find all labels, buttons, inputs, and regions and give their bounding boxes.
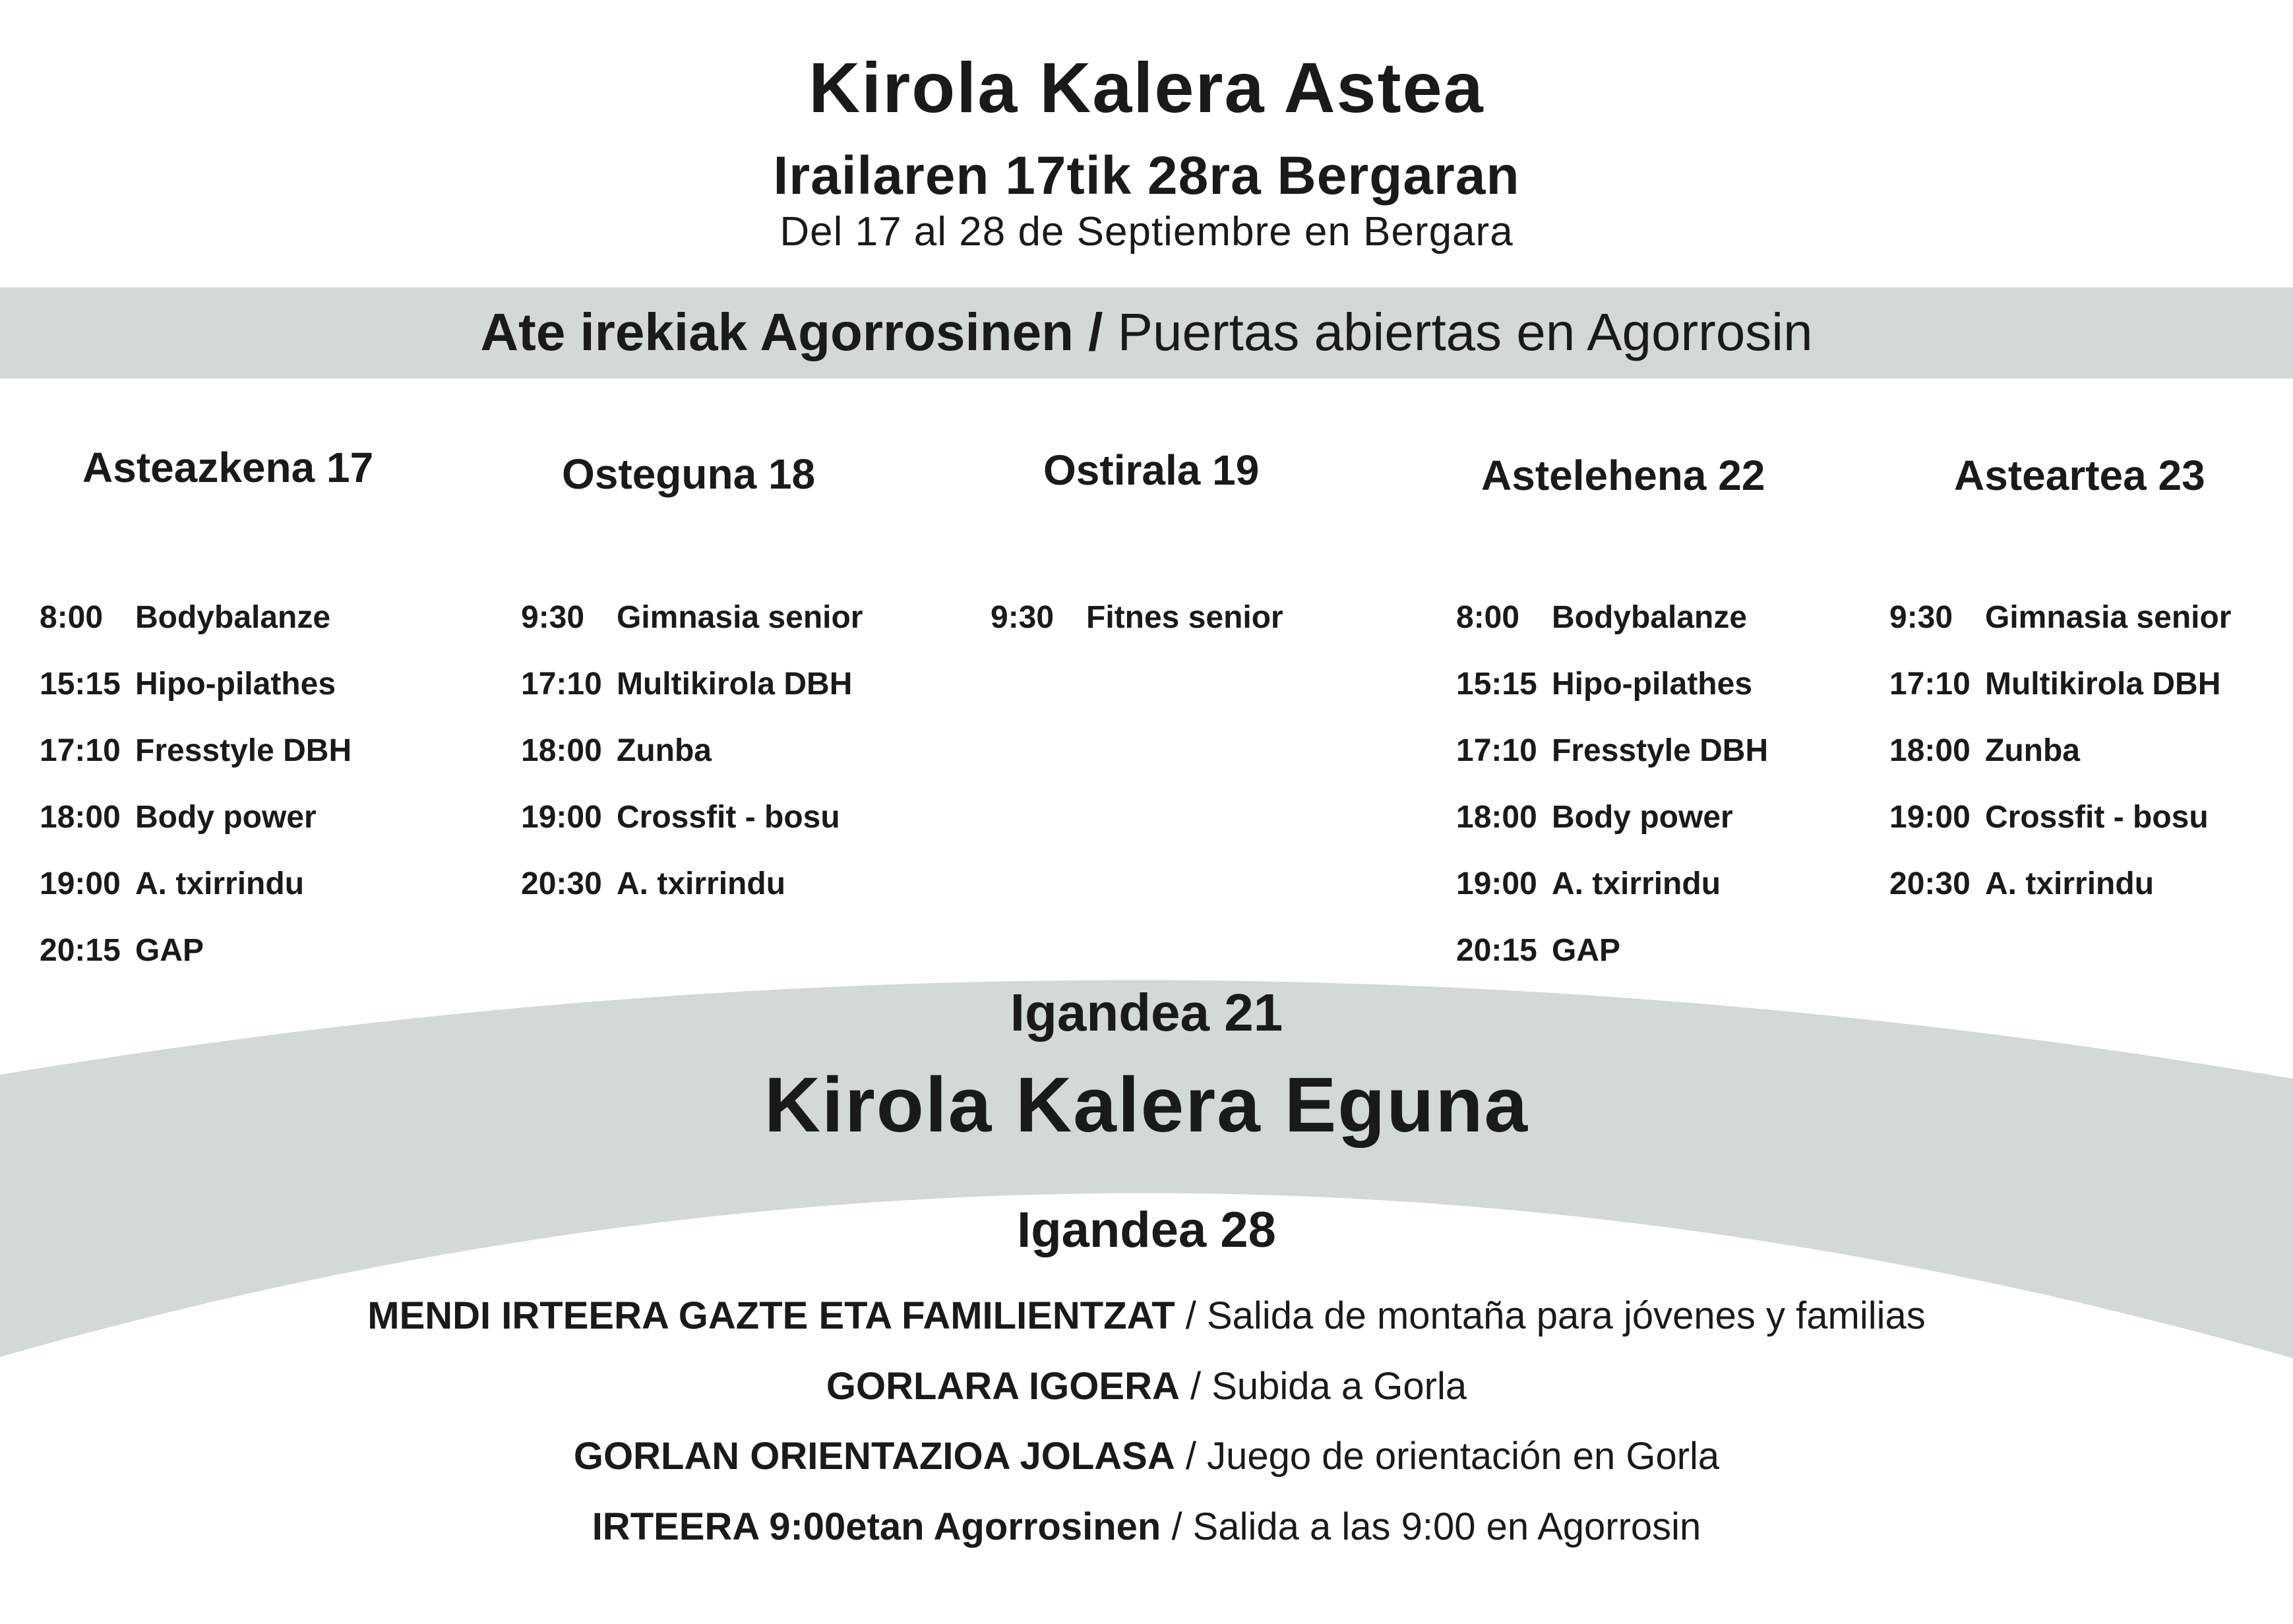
slot-activity: Hipo-pilathes xyxy=(135,667,336,702)
subtitle-spanish: Del 17 al 28 de Septiembre en Bergara xyxy=(780,209,1513,255)
slot-time: 17:10 xyxy=(1889,667,1971,702)
slot-activity: Fitnes senior xyxy=(1086,600,1283,635)
day-heading-wednesday: Asteazkena 17 xyxy=(82,444,374,491)
slot-time: 17:10 xyxy=(1456,733,1537,768)
slot-time: 15:15 xyxy=(1456,667,1537,702)
slot-time: 20:30 xyxy=(521,866,602,901)
sunday-28-label: Igandea 28 xyxy=(1017,1202,1276,1258)
slot-activity: A. txirrindu xyxy=(1985,866,2155,901)
activity-basque: GORLARA IGOERA xyxy=(826,1365,1180,1408)
slot-activity: GAP xyxy=(135,933,204,968)
activity-spanish: / Salida a las 9:00 en Agorrosin xyxy=(1171,1505,1701,1548)
slot-activity: Crossfit - bosu xyxy=(617,800,840,835)
activity-line xyxy=(0,1294,2293,1338)
slot-time: 18:00 xyxy=(1456,800,1537,835)
sunday-21-label: Igandea 21 xyxy=(1010,983,1283,1042)
slot-activity: Body power xyxy=(1552,800,1733,835)
slot-time: 17:10 xyxy=(40,733,121,768)
slot-activity: Fresstyle DBH xyxy=(1552,733,1769,768)
activity-spanish: / Subida a Gorla xyxy=(1190,1365,1467,1408)
slot-time: 18:00 xyxy=(40,800,121,835)
activity-line xyxy=(0,1505,2293,1549)
activity-spanish: / Salida de montaña para jóvenes y familias xyxy=(1185,1294,1926,1337)
activity-basque: MENDI IRTEERA GAZTE ETA FAMILIENTZAT xyxy=(367,1294,1175,1337)
slot-time: 20:30 xyxy=(1889,866,1971,901)
slot-time: 9:30 xyxy=(1889,600,1953,635)
activity-line xyxy=(0,1434,2293,1478)
slot-time: 18:00 xyxy=(1889,733,1971,768)
slot-time: 19:00 xyxy=(521,800,602,835)
slot-time: 19:00 xyxy=(1889,800,1971,835)
slot-activity: Fresstyle DBH xyxy=(135,733,352,768)
slot-time: 9:30 xyxy=(991,600,1055,635)
slot-activity: A. txirrindu xyxy=(135,866,305,901)
slot-activity: Body power xyxy=(135,800,317,835)
slot-time: 18:00 xyxy=(521,733,602,768)
slot-time: 19:00 xyxy=(40,866,121,901)
activity-spanish: / Juego de orientación en Gorla xyxy=(1185,1435,1720,1478)
slot-activity: Bodybalanze xyxy=(1552,600,1748,635)
open-doors-basque: Ate irekiak Agorrosinen / xyxy=(480,303,1103,361)
slot-activity: A. txirrindu xyxy=(617,866,786,901)
slot-time: 17:10 xyxy=(521,667,602,702)
slot-activity: GAP xyxy=(1552,933,1621,968)
slot-time: 19:00 xyxy=(1456,866,1537,901)
day-heading-thursday: Osteguna 18 xyxy=(562,450,816,498)
slot-time: 9:30 xyxy=(521,600,585,635)
subtitle-basque: Irailaren 17tik 28ra Bergaran xyxy=(773,146,1520,206)
slot-activity: Gimnasia senior xyxy=(617,600,863,635)
slot-activity: A. txirrindu xyxy=(1552,866,1721,901)
open-doors-spanish: Puertas abiertas en Agorrosin xyxy=(1117,303,1813,361)
kirola-kalera-eguna-title: Kirola Kalera Eguna xyxy=(764,1062,1529,1149)
slot-activity: Crossfit - bosu xyxy=(1985,800,2209,835)
activity-basque: IRTEERA 9:00etan Agorrosinen xyxy=(592,1505,1161,1548)
slot-activity: Zunba xyxy=(617,733,712,768)
slot-time: 15:15 xyxy=(40,667,121,702)
slot-activity: Zunba xyxy=(1985,733,2080,768)
slot-time: 8:00 xyxy=(1456,600,1520,635)
page-title: Kirola Kalera Astea xyxy=(809,47,1484,127)
day-heading-monday: Astelehena 22 xyxy=(1481,452,1765,499)
activity-basque: GORLAN ORIENTAZIOA JOLASA xyxy=(573,1435,1175,1478)
slot-time: 20:15 xyxy=(1456,933,1537,968)
slot-activity: Gimnasia senior xyxy=(1985,600,2232,635)
day-heading-tuesday: Asteartea 23 xyxy=(1954,452,2205,499)
slot-activity: Multikirola DBH xyxy=(1985,667,2221,702)
activity-line xyxy=(0,1364,2293,1408)
slot-activity: Bodybalanze xyxy=(135,600,331,635)
slot-activity: Multikirola DBH xyxy=(617,667,853,702)
slot-time: 8:00 xyxy=(40,600,104,635)
slot-activity: Hipo-pilathes xyxy=(1552,667,1753,702)
slot-time: 20:15 xyxy=(40,933,121,968)
day-heading-friday: Ostirala 19 xyxy=(1043,446,1260,494)
